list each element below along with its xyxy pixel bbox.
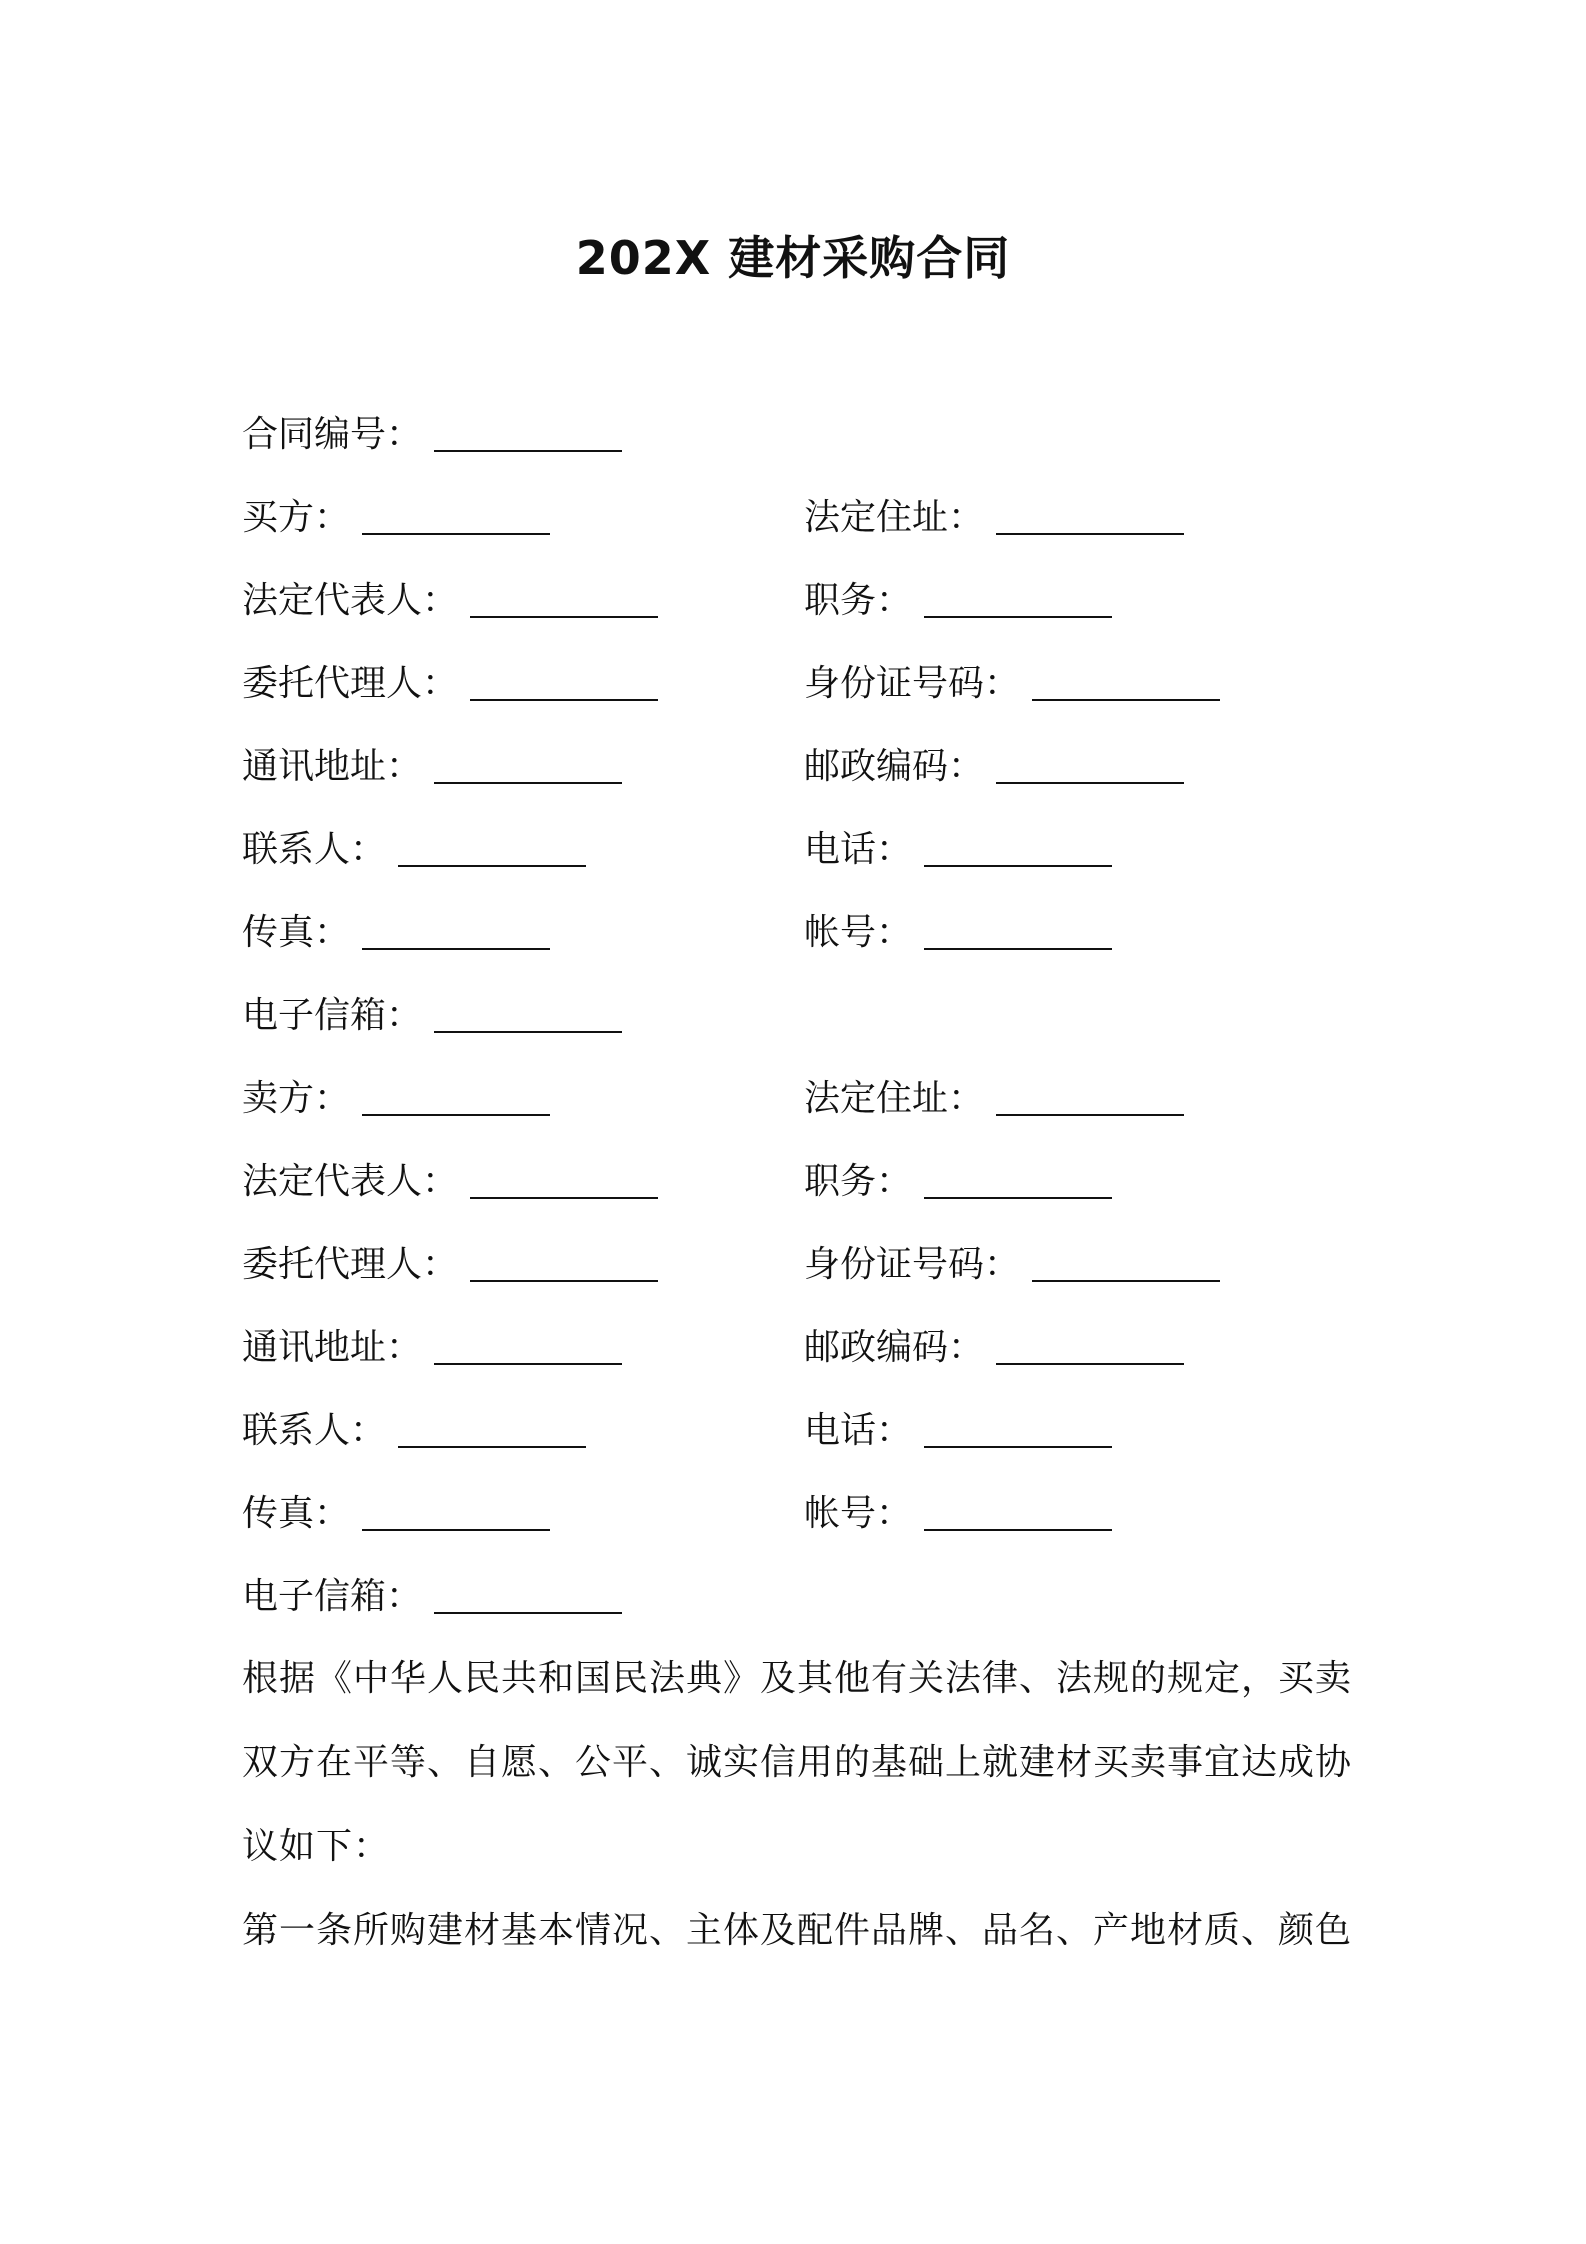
seller-contact-blank[interactable]	[398, 1406, 586, 1448]
seller-legal-rep-blank[interactable]	[470, 1157, 658, 1199]
buyer-postcode-label: 邮政编码：	[804, 746, 985, 787]
seller-contact-label: 联系人：	[242, 1410, 387, 1451]
buyer-id-blank[interactable]	[1032, 659, 1220, 701]
buyer-row	[242, 571, 1362, 631]
buyer-phone-blank[interactable]	[924, 825, 1112, 867]
seller-blank[interactable]	[362, 1074, 550, 1116]
seller-mail-address-label: 通讯地址：	[242, 1327, 423, 1368]
seller-row	[242, 1235, 1362, 1295]
buyer-email-label: 电子信箱：	[242, 995, 423, 1036]
article-1-line: 第一条所购建材基本情况、主体及配件品牌、品名、产地材质、颜色	[242, 1910, 1353, 1951]
seller-account-blank[interactable]	[924, 1489, 1112, 1531]
seller-agent-blank[interactable]	[470, 1240, 658, 1282]
buyer-blank[interactable]	[362, 493, 550, 535]
seller-phone-blank[interactable]	[924, 1406, 1112, 1448]
seller-row	[242, 1069, 1362, 1129]
seller-row	[242, 1401, 1362, 1461]
buyer-legal-rep-label: 法定代表人：	[242, 580, 459, 621]
intro-paragraph	[242, 1637, 1362, 1973]
buyer-fax-label: 传真：	[242, 912, 351, 953]
buyer-row	[242, 903, 1362, 963]
seller-postcode-label: 邮政编码：	[804, 1327, 985, 1368]
seller-row	[242, 1152, 1362, 1212]
seller-id-blank[interactable]	[1032, 1240, 1220, 1282]
buyer-row	[242, 986, 1362, 1046]
buyer-contact-label: 联系人：	[242, 829, 387, 870]
seller-email-blank[interactable]	[434, 1572, 622, 1614]
seller-id-label: 身份证号码：	[804, 1244, 1021, 1285]
buyer-mail-address-label: 通讯地址：	[242, 746, 423, 787]
buyer-row	[242, 820, 1362, 880]
contract-number-label: 合同编号：	[242, 414, 423, 455]
intro-line: 议如下：	[242, 1826, 391, 1867]
seller-row	[242, 1567, 1362, 1627]
contract-number-row	[242, 405, 1362, 465]
seller-position-label: 职务：	[804, 1161, 913, 1202]
buyer-address-blank[interactable]	[996, 493, 1184, 535]
seller-legal-rep-label: 法定代表人：	[242, 1161, 459, 1202]
seller-email-label: 电子信箱：	[242, 1576, 423, 1617]
buyer-agent-label: 委托代理人：	[242, 663, 459, 704]
buyer-address-label: 法定住址：	[804, 497, 985, 538]
buyer-position-blank[interactable]	[924, 576, 1112, 618]
buyer-agent-blank[interactable]	[470, 659, 658, 701]
buyer-phone-label: 电话：	[804, 829, 913, 870]
buyer-postcode-blank[interactable]	[996, 742, 1184, 784]
seller-label: 卖方：	[242, 1078, 351, 1119]
intro-line: 根据《中华人民共和国民法典》及其他有关法律、法规的规定，买卖	[242, 1658, 1353, 1699]
buyer-email-blank[interactable]	[434, 991, 622, 1033]
seller-agent-label: 委托代理人：	[242, 1244, 459, 1285]
seller-fax-blank[interactable]	[362, 1489, 550, 1531]
buyer-account-blank[interactable]	[924, 908, 1112, 950]
buyer-fax-blank[interactable]	[362, 908, 550, 950]
buyer-label: 买方：	[242, 497, 351, 538]
seller-mail-address-blank[interactable]	[434, 1323, 622, 1365]
buyer-row	[242, 488, 1362, 548]
document-title: 202X 建材采购合同	[575, 231, 1011, 285]
buyer-id-label: 身份证号码：	[804, 663, 1021, 704]
seller-address-label: 法定住址：	[804, 1078, 985, 1119]
buyer-legal-rep-blank[interactable]	[470, 576, 658, 618]
seller-postcode-blank[interactable]	[996, 1323, 1184, 1365]
seller-account-label: 帐号：	[804, 1493, 913, 1534]
seller-phone-label: 电话：	[804, 1410, 913, 1451]
intro-line: 双方在平等、自愿、公平、诚实信用的基础上就建材买卖事宜达成协	[242, 1742, 1353, 1783]
contract-number-blank[interactable]	[434, 410, 622, 452]
buyer-position-label: 职务：	[804, 580, 913, 621]
buyer-row	[242, 737, 1362, 797]
buyer-mail-address-blank[interactable]	[434, 742, 622, 784]
seller-position-blank[interactable]	[924, 1157, 1112, 1199]
buyer-contact-blank[interactable]	[398, 825, 586, 867]
seller-row	[242, 1484, 1362, 1544]
seller-address-blank[interactable]	[996, 1074, 1184, 1116]
seller-row	[242, 1318, 1362, 1378]
buyer-account-label: 帐号：	[804, 912, 913, 953]
seller-fax-label: 传真：	[242, 1493, 351, 1534]
buyer-row	[242, 654, 1362, 714]
